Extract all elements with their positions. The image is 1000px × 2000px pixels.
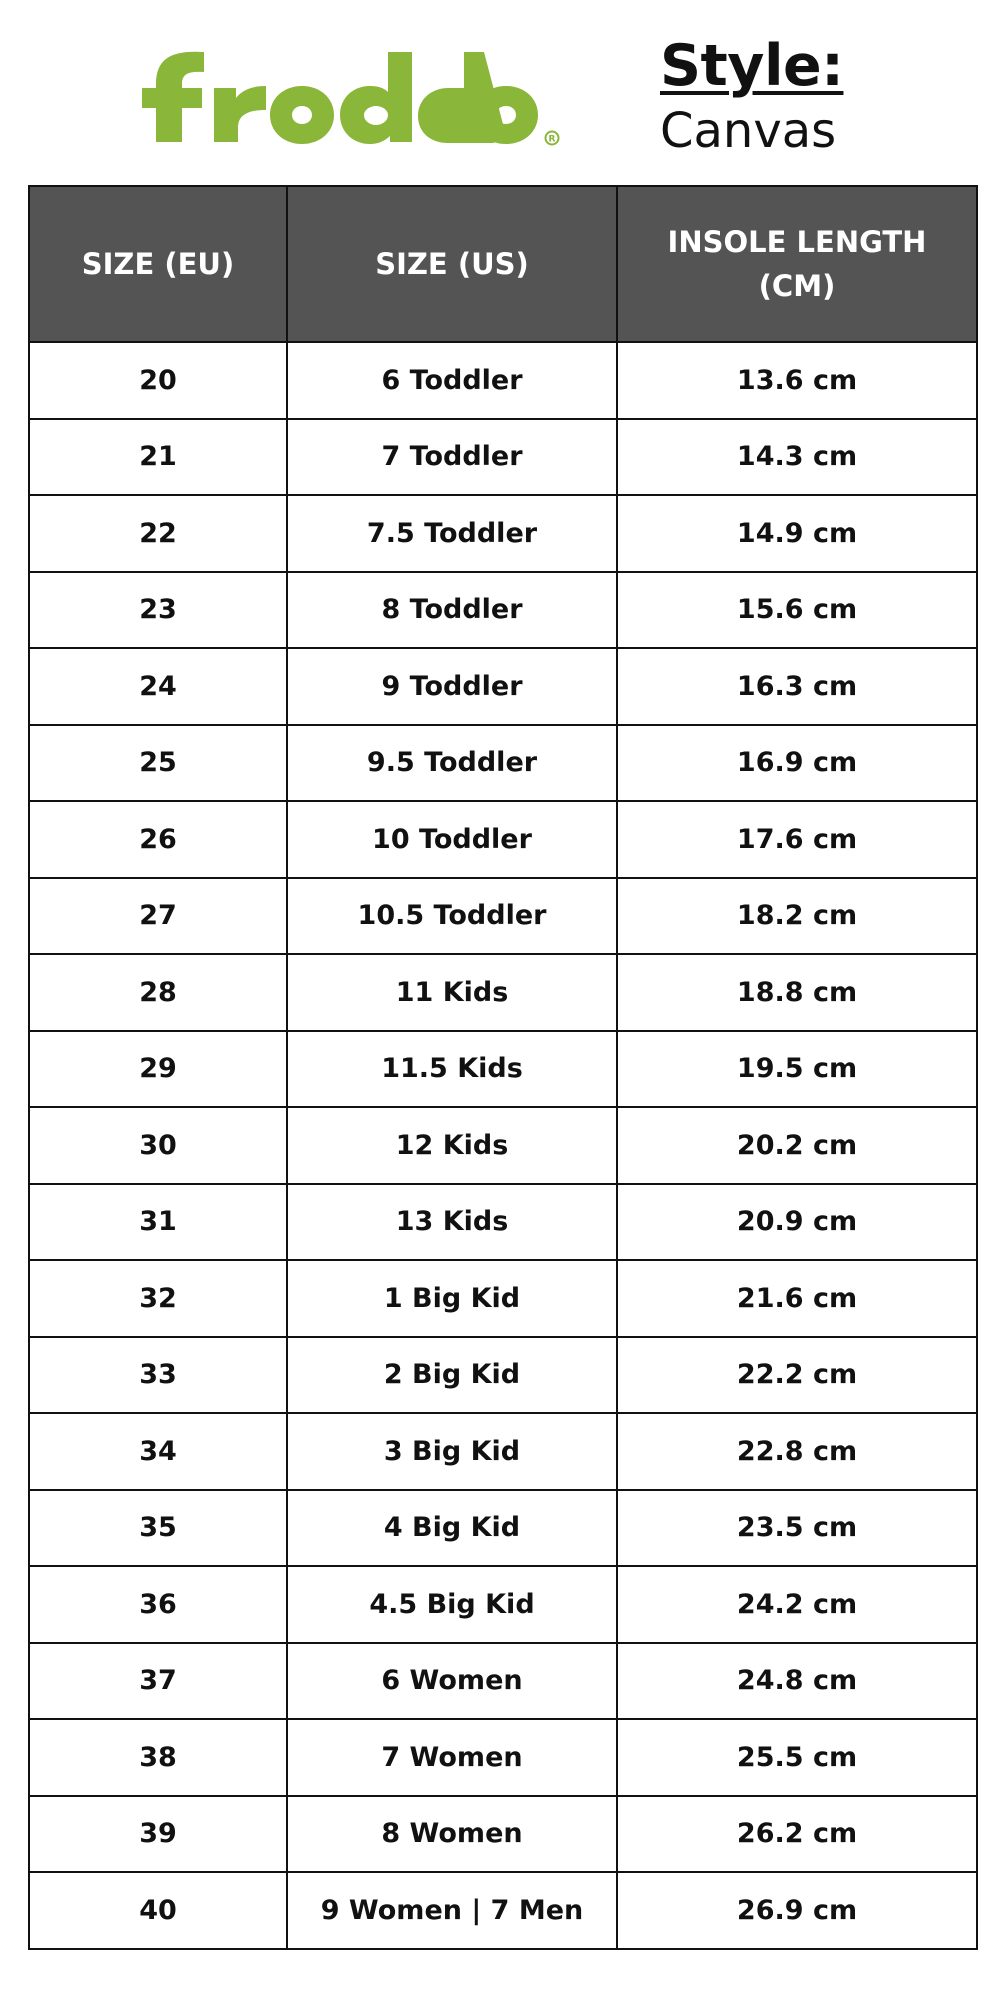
cell-size-eu: 30 xyxy=(29,1107,287,1184)
cell-insole-length: 13.6 cm xyxy=(617,342,977,419)
table-row xyxy=(29,1184,977,1261)
table-row xyxy=(29,419,977,496)
cell-size-eu: 20 xyxy=(29,342,287,419)
table-row xyxy=(29,1337,977,1414)
cell-size-eu: 35 xyxy=(29,1490,287,1567)
table-row xyxy=(29,495,977,572)
cell-size-us: 7.5 Toddler xyxy=(287,495,617,572)
cell-insole-length: 20.2 cm xyxy=(617,1107,977,1184)
cell-size-us: 9 Toddler xyxy=(287,648,617,725)
table-row xyxy=(29,801,977,878)
cell-size-us: 13 Kids xyxy=(287,1184,617,1261)
cell-size-us: 8 Women xyxy=(287,1796,617,1873)
cell-insole-length: 19.5 cm xyxy=(617,1031,977,1108)
cell-size-eu: 36 xyxy=(29,1566,287,1643)
cell-size-eu: 39 xyxy=(29,1796,287,1873)
cell-insole-length: 14.3 cm xyxy=(617,419,977,496)
cell-size-us: 7 Toddler xyxy=(287,419,617,496)
cell-size-eu: 22 xyxy=(29,495,287,572)
table-row xyxy=(29,572,977,649)
cell-size-eu: 24 xyxy=(29,648,287,725)
cell-size-eu: 23 xyxy=(29,572,287,649)
cell-size-us: 8 Toddler xyxy=(287,572,617,649)
table-row xyxy=(29,1490,977,1567)
cell-size-eu: 33 xyxy=(29,1337,287,1414)
style-value: Canvas xyxy=(660,103,837,159)
table-row xyxy=(29,342,977,419)
cell-insole-length: 22.2 cm xyxy=(617,1337,977,1414)
size-chart-table xyxy=(28,185,978,1950)
style-block xyxy=(660,32,920,162)
cell-insole-length: 18.2 cm xyxy=(617,878,977,955)
column-header-size-eu: SIZE (EU) xyxy=(29,186,287,342)
cell-insole-length: 22.8 cm xyxy=(617,1413,977,1490)
cell-size-eu: 26 xyxy=(29,801,287,878)
cell-size-us: 10 Toddler xyxy=(287,801,617,878)
table-row xyxy=(29,1260,977,1337)
cell-insole-length: 17.6 cm xyxy=(617,801,977,878)
header xyxy=(0,0,1000,180)
cell-size-eu: 28 xyxy=(29,954,287,1031)
cell-size-us: 9.5 Toddler xyxy=(287,725,617,802)
cell-size-eu: 40 xyxy=(29,1872,287,1949)
cell-size-eu: 21 xyxy=(29,419,287,496)
cell-insole-length: 14.9 cm xyxy=(617,495,977,572)
table-row xyxy=(29,725,977,802)
cell-size-us: 4 Big Kid xyxy=(287,1490,617,1567)
column-header-insole-length: INSOLE LENGTH (CM) xyxy=(617,186,977,342)
svg-text:R: R xyxy=(548,134,556,145)
column-header-size-us: SIZE (US) xyxy=(287,186,617,342)
table-body xyxy=(29,342,977,1949)
cell-insole-length: 24.2 cm xyxy=(617,1566,977,1643)
table-row xyxy=(29,648,977,725)
cell-size-us: 6 Women xyxy=(287,1643,617,1720)
table-row xyxy=(29,1643,977,1720)
cell-insole-length: 26.2 cm xyxy=(617,1796,977,1873)
cell-insole-length: 16.9 cm xyxy=(617,725,977,802)
cell-size-us: 1 Big Kid xyxy=(287,1260,617,1337)
cell-insole-length: 21.6 cm xyxy=(617,1260,977,1337)
cell-insole-length: 15.6 cm xyxy=(617,572,977,649)
cell-insole-length: 16.3 cm xyxy=(617,648,977,725)
cell-insole-length: 20.9 cm xyxy=(617,1184,977,1261)
froddo-logo xyxy=(134,22,564,162)
table-row xyxy=(29,1413,977,1490)
cell-size-us: 2 Big Kid xyxy=(287,1337,617,1414)
cell-size-eu: 32 xyxy=(29,1260,287,1337)
table-row xyxy=(29,1872,977,1949)
cell-insole-length: 18.8 cm xyxy=(617,954,977,1031)
cell-insole-length: 25.5 cm xyxy=(617,1719,977,1796)
cell-insole-length: 23.5 cm xyxy=(617,1490,977,1567)
cell-size-us: 3 Big Kid xyxy=(287,1413,617,1490)
table-header-row xyxy=(29,186,977,342)
cell-size-us: 9 Women | 7 Men xyxy=(287,1872,617,1949)
cell-size-us: 10.5 Toddler xyxy=(287,878,617,955)
cell-size-us: 11.5 Kids xyxy=(287,1031,617,1108)
table-row xyxy=(29,1719,977,1796)
cell-insole-length: 26.9 cm xyxy=(617,1872,977,1949)
cell-size-eu: 31 xyxy=(29,1184,287,1261)
cell-size-us: 12 Kids xyxy=(287,1107,617,1184)
cell-size-eu: 27 xyxy=(29,878,287,955)
cell-size-eu: 34 xyxy=(29,1413,287,1490)
cell-size-eu: 37 xyxy=(29,1643,287,1720)
cell-size-us: 7 Women xyxy=(287,1719,617,1796)
table-row xyxy=(29,1566,977,1643)
table-row xyxy=(29,954,977,1031)
table-row xyxy=(29,1796,977,1873)
table-row xyxy=(29,1031,977,1108)
cell-size-eu: 29 xyxy=(29,1031,287,1108)
table-row xyxy=(29,878,977,955)
cell-size-eu: 38 xyxy=(29,1719,287,1796)
style-label: Style: xyxy=(660,33,844,99)
cell-size-us: 6 Toddler xyxy=(287,342,617,419)
cell-size-eu: 25 xyxy=(29,725,287,802)
table-row xyxy=(29,1107,977,1184)
cell-size-us: 11 Kids xyxy=(287,954,617,1031)
cell-insole-length: 24.8 cm xyxy=(617,1643,977,1720)
cell-size-us: 4.5 Big Kid xyxy=(287,1566,617,1643)
